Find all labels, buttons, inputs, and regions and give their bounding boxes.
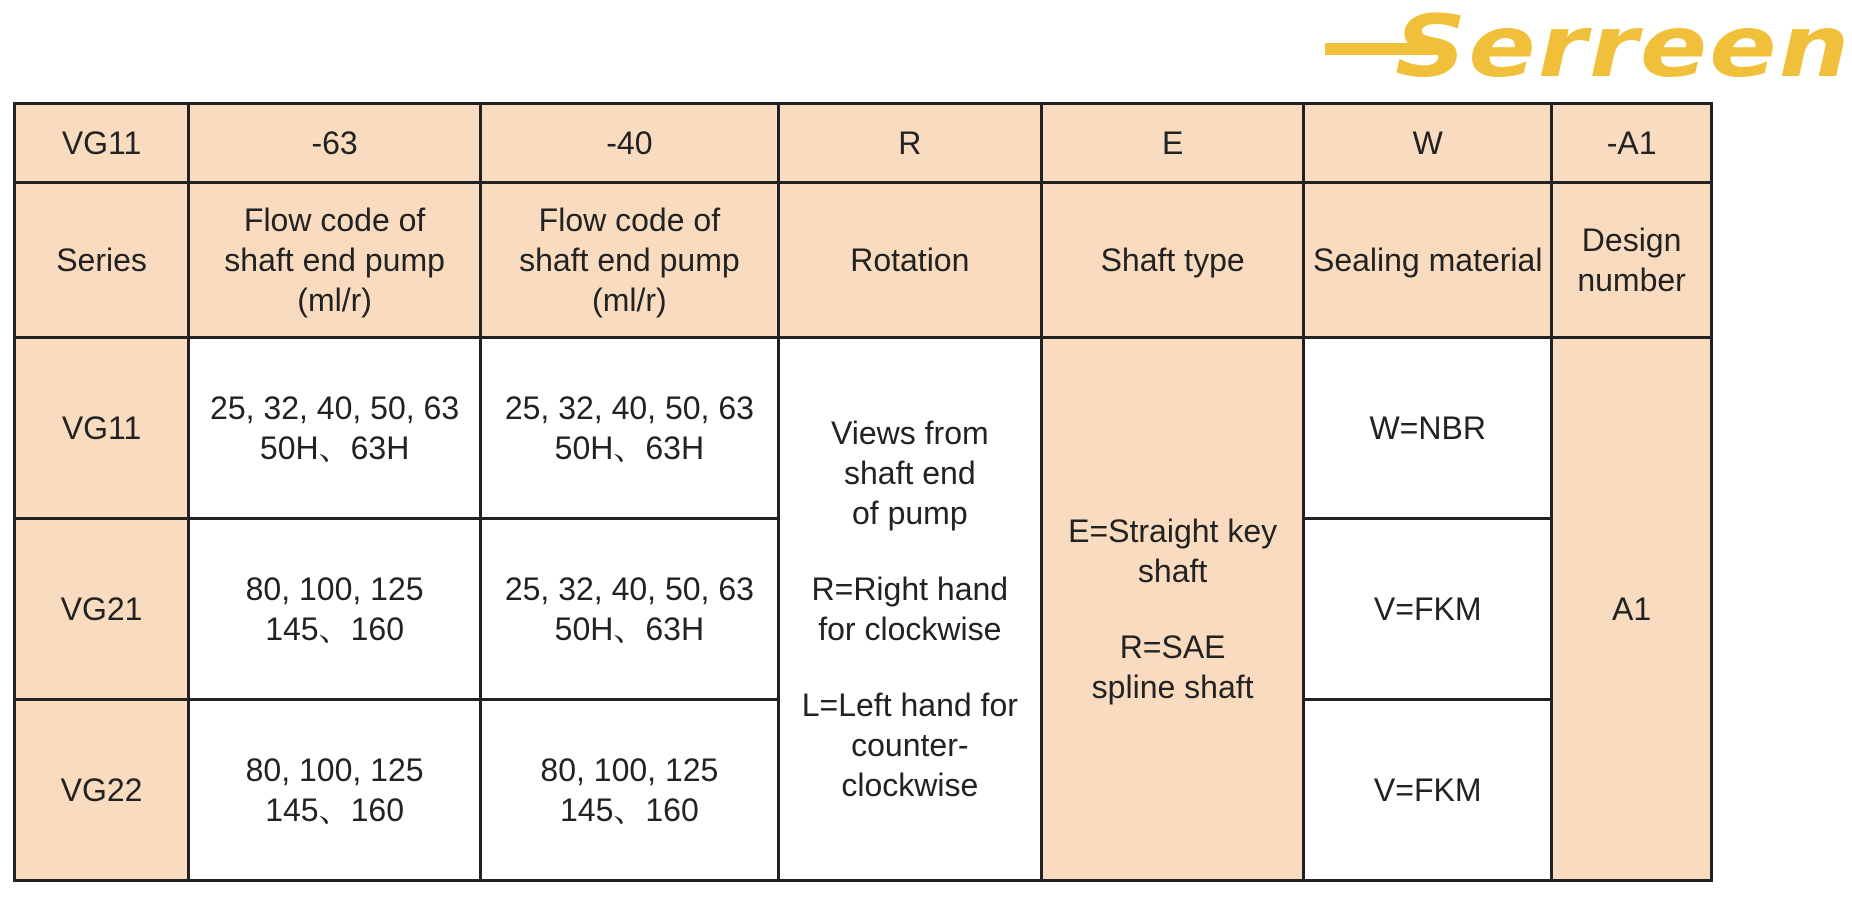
code-flow1: -63 <box>189 104 481 183</box>
header-flow2 <box>481 182 779 337</box>
flow-line: 25, 32, 40, 50, 63 <box>210 389 460 426</box>
flow-line: 25, 32, 40, 50, 63 <box>504 389 754 426</box>
flow-line: 145、160 <box>559 791 699 828</box>
sealing-cell: V=FKM <box>1304 699 1552 880</box>
flow-line: 50H、63H <box>554 610 705 647</box>
flow-line: 25, 32, 40, 50, 63 <box>504 570 754 607</box>
flow-line: 80, 100, 125 <box>245 570 424 607</box>
shaft-type-cell <box>1041 337 1303 880</box>
rotation-line: counter-clockwise <box>841 726 979 803</box>
code-rotation: R <box>778 104 1041 183</box>
shaft-line: shaft <box>1137 552 1208 589</box>
brand-logo <box>1325 0 1852 97</box>
header-design-line: number <box>1577 261 1686 298</box>
header-flow2-line: (ml/r) <box>592 281 667 318</box>
flow-line: 145、160 <box>265 610 404 647</box>
shaft-line: R=SAE <box>1119 628 1226 665</box>
rotation-line: shaft end <box>843 454 976 491</box>
flow-line: 50H、63H <box>259 429 410 466</box>
sealing-cell: W=NBR <box>1304 337 1552 518</box>
series-cell: VG11 <box>15 337 189 518</box>
header-flow1-line: (ml/r) <box>297 281 372 318</box>
flow2-cell <box>481 699 779 880</box>
series-cell: VG22 <box>15 699 189 880</box>
code-design: -A1 <box>1552 104 1712 183</box>
header-design <box>1552 182 1712 337</box>
header-design-line: Design <box>1581 221 1682 258</box>
header-flow1-line: Flow code of <box>243 201 426 238</box>
flow-line: 80, 100, 125 <box>540 751 719 788</box>
header-flow1-line: shaft end pump <box>224 241 445 278</box>
sealing-cell: V=FKM <box>1304 518 1552 699</box>
code-row <box>15 104 1712 183</box>
flow2-cell <box>481 518 779 699</box>
design-number-cell: A1 <box>1552 337 1712 880</box>
model-code-table <box>13 102 1713 882</box>
rotation-line: for clockwise <box>818 610 1002 647</box>
flow-line: 80, 100, 125 <box>245 751 424 788</box>
rotation-line: L=Left hand for <box>801 686 1018 723</box>
rotation-cell <box>778 337 1041 880</box>
header-flow2-line: Flow code of <box>538 201 721 238</box>
flow1-cell <box>189 699 481 880</box>
code-shaft: E <box>1041 104 1303 183</box>
shaft-line: spline shaft <box>1091 668 1254 705</box>
header-flow1 <box>189 182 481 337</box>
header-flow2-line: shaft end pump <box>519 241 740 278</box>
code-series: VG11 <box>15 104 189 183</box>
rotation-line: of pump <box>851 494 968 531</box>
flow2-cell <box>481 337 779 518</box>
header-rotation: Rotation <box>778 182 1041 337</box>
rotation-line: R=Right hand <box>811 570 1009 607</box>
logo-wordmark: Serreen <box>1395 0 1852 97</box>
header-shaft-type: Shaft type <box>1041 182 1303 337</box>
table-row <box>15 337 1712 518</box>
header-sealing: Sealing material <box>1304 182 1552 337</box>
series-cell: VG21 <box>15 518 189 699</box>
shaft-line: E=Straight key <box>1068 512 1278 549</box>
flow1-cell <box>189 518 481 699</box>
code-flow2: -40 <box>481 104 779 183</box>
header-series: Series <box>15 182 189 337</box>
code-sealing: W <box>1304 104 1552 183</box>
flow-line: 145、160 <box>265 791 404 828</box>
header-row <box>15 182 1712 337</box>
flow1-cell <box>189 337 481 518</box>
flow-line: 50H、63H <box>554 429 705 466</box>
rotation-line: Views from <box>830 414 989 451</box>
